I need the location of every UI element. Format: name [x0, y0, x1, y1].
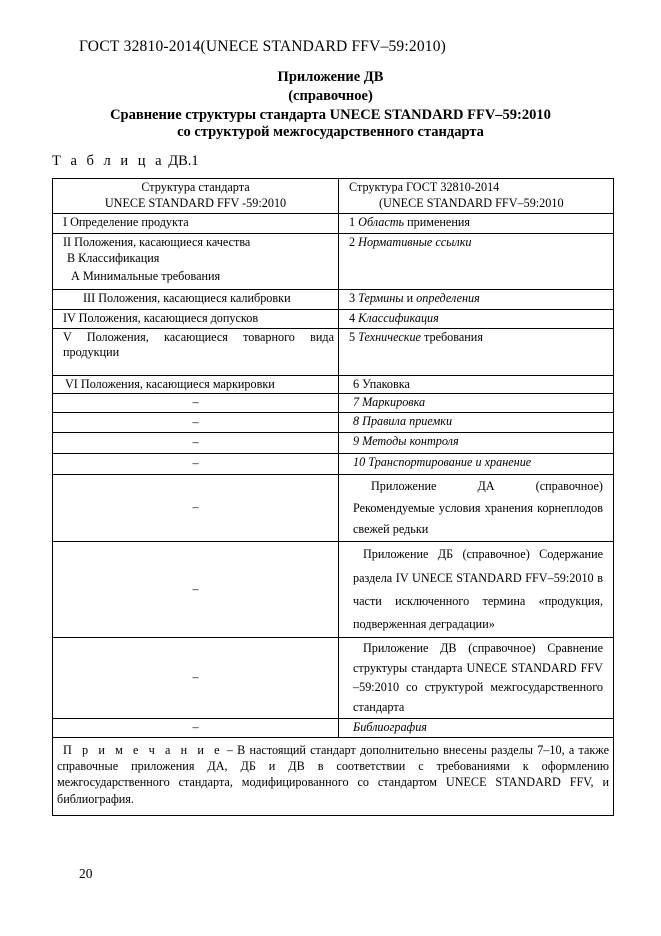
appendix-heading-line2: со структурой межгосударственного стандарта: [177, 124, 484, 140]
row2-left-line3: А Минимальные требования: [71, 269, 221, 284]
row14-left-dash: –: [53, 719, 339, 738]
table-note-row: [53, 737, 614, 815]
table-row: [53, 289, 614, 309]
col1-header-line2: UNECE STANDARD FFV -59:2010: [104, 195, 287, 210]
row13-right: Приложение ДВ (справочное) Сравнение структуры стандарта UNECE STANDARD FFV –59:2010 со структурой межгосударственного стандарта: [339, 638, 614, 719]
col1-header-line1: Структура стандарта: [141, 180, 250, 194]
row2-left-line1: II Положения, касающиеся качества: [63, 234, 251, 249]
table-row: [53, 454, 614, 475]
section-number: 3: [349, 290, 359, 305]
section-title-rest: применения: [404, 214, 470, 229]
col2-header-line2: (UNECE STANDARD FFV–59:2010: [379, 195, 564, 210]
document-header: ГОСТ 32810-2014(UNECE STANDARD FFV–59:2010): [79, 38, 447, 55]
section-title-italic: определения: [416, 290, 480, 305]
section-title-rest: требования: [420, 329, 483, 344]
appendix-title: Приложение ДВ: [277, 69, 384, 85]
row8-right: 8 Правила приемки: [339, 413, 614, 433]
row2-right: [339, 233, 614, 289]
note-prefix: П р и м е ч а н и е: [63, 742, 223, 757]
table-row: [53, 328, 614, 375]
section-title-italic: Классификация: [358, 310, 439, 325]
row11-right: Приложение ДА (справочное) Рекомендуемые условия хранения корнеплодов свежей редьки: [339, 475, 614, 542]
comparison-table: [52, 178, 614, 816]
table-header-row: [53, 179, 614, 214]
row14-right: Библиография: [339, 719, 614, 738]
table-row: [53, 719, 614, 738]
row4-left: IV Положения, касающиеся допусков: [53, 309, 339, 328]
row3-right: [339, 289, 614, 309]
row2-left: [53, 233, 339, 289]
table-label-number: ДВ.1: [164, 153, 199, 169]
row13-left-dash: –: [53, 638, 339, 719]
section-title-italic: Область: [358, 214, 405, 229]
row1-left: I Определение продукта: [53, 213, 339, 233]
table-row: [53, 213, 614, 233]
row9-left-dash: –: [53, 433, 339, 454]
note-text: – В настоящий стандарт дополнительно внесены разделы 7–10, а также справочные приложения ДА, ДБ и ДВ в соответствии с требованиями к оформлению межгосударственного стандарта, модифицированного со стандартом UNECE STANDARD FFV, и библиография.: [57, 742, 609, 806]
table-label: [52, 153, 199, 170]
row9-right: 9 Методы контроля: [339, 433, 614, 454]
col2-header: [339, 179, 614, 214]
section-number: 5: [349, 329, 359, 344]
section-number: 2: [349, 234, 359, 249]
row5-right: [339, 328, 614, 375]
col2-header-line1: Структура ГОСТ 32810-2014: [349, 180, 500, 194]
row7-right: 7 Маркировка: [339, 394, 614, 413]
col1-header: [53, 179, 339, 214]
row5-left: V Положения, касающиеся товарного вида продукции: [53, 328, 339, 375]
section-title-italic: Термины: [358, 290, 404, 305]
table-note: [53, 737, 614, 815]
row10-right: 10 Транспортирование и хранение: [339, 454, 614, 475]
section-number: 4: [349, 310, 359, 325]
appendix-type: (справочное): [288, 88, 373, 104]
section-title-rest: и: [403, 290, 417, 305]
row10-left-dash: –: [53, 454, 339, 475]
row3-left: III Положения, касающиеся калибровки: [53, 289, 339, 309]
row4-right: [339, 309, 614, 328]
section-title-italic: Нормативные ссылки: [358, 234, 472, 249]
table-row: [53, 542, 614, 638]
table-label-prefix: Т а б л и ц а: [52, 153, 165, 169]
table-row: [53, 233, 614, 289]
row6-left: VI Положения, касающиеся маркировки: [53, 375, 339, 394]
table-row: [53, 433, 614, 454]
row2-left-line2: В Классификация: [67, 250, 160, 265]
table-row: [53, 375, 614, 394]
appendix-heading-line1: Сравнение структуры стандарта UNECE STANDARD FFV–59:2010: [110, 107, 551, 123]
row12-left-dash: –: [53, 542, 339, 638]
table-row: [53, 413, 614, 433]
row12-right: Приложение ДБ (справочное) Содержание раздела IV UNECE STANDARD FFV–59:2010 в части исключенного термина «продукция, подверженная деградации»: [339, 542, 614, 638]
table-row: [53, 638, 614, 719]
row6-right: 6 Упаковка: [339, 375, 614, 394]
section-number: 1: [349, 214, 359, 229]
row7-left-dash: –: [53, 394, 339, 413]
page-number: 20: [79, 866, 93, 881]
row8-left-dash: –: [53, 413, 339, 433]
row11-left-dash: –: [53, 475, 339, 542]
table-row: [53, 309, 614, 328]
table-row: [53, 475, 614, 542]
row1-right: [339, 213, 614, 233]
table-row: [53, 394, 614, 413]
section-title-italic: Технические: [358, 329, 421, 344]
